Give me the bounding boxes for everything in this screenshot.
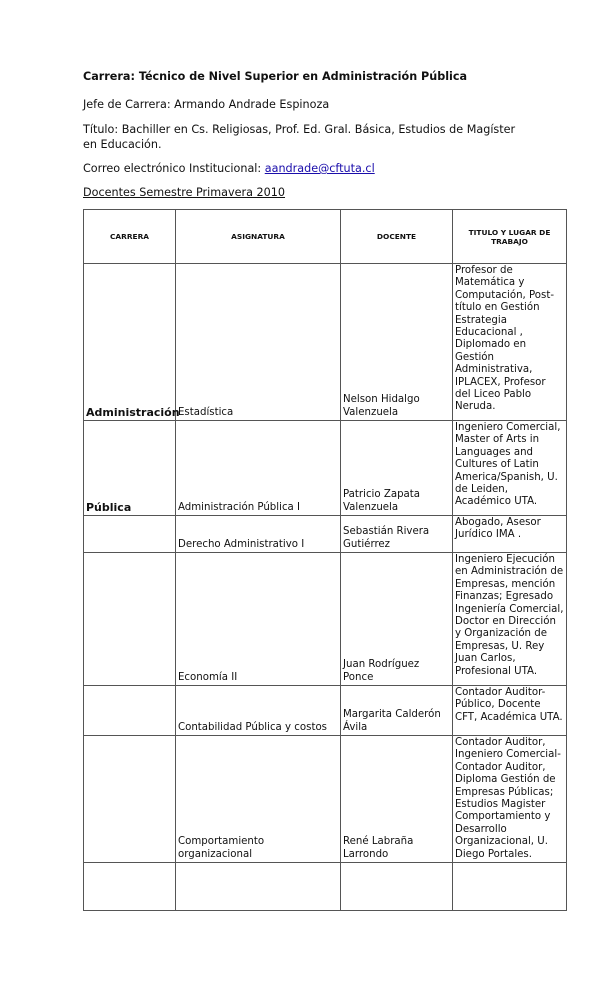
cell-teacher: Patricio Zapata Valenzuela xyxy=(341,421,453,516)
cell-subject: Economía II xyxy=(176,553,341,686)
table-row xyxy=(84,516,567,553)
cell-title: Ingeniero Comercial, Master of Arts in Languages and Cultures of Latin America/Spanish, U. de Leiden, Académico UTA. xyxy=(453,421,567,516)
cell-teacher: Margarita Calderón Ávila xyxy=(341,686,453,736)
cell-subject: Administración Pública I xyxy=(176,421,341,516)
cell-career xyxy=(84,553,176,686)
table-row xyxy=(84,553,567,686)
email-line xyxy=(83,161,375,176)
table-row xyxy=(84,264,567,421)
teachers-heading: Docentes Semestre Primavera 2010 xyxy=(83,186,286,199)
cell-career xyxy=(84,863,176,911)
cell-title: Ingeniero Ejecución en Administración de Empresas, mención Finanzas; Egresado Ingeniería Comercial, Doctor en Dirección y Organización de Empresas, U. Rey Juan Carlos, Profesional UTA. xyxy=(453,553,567,686)
cell-title: Contador Auditor, Ingeniero Comercial-Contador Auditor, Diploma Gestión de Empresas Públicas; Estudios Magister Comportamiento y Desarrollo Organizacional, U. Diego Portales. xyxy=(453,736,567,863)
cell-career xyxy=(84,686,176,736)
cell-subject: Estadística xyxy=(176,264,341,421)
email-link[interactable]: aandrade@cftuta.cl xyxy=(264,162,375,175)
table-row xyxy=(84,736,567,863)
cell-subject: Comportamiento organizacional xyxy=(176,736,341,863)
cell-title: Profesor de Matemática y Computación, Post-título en Gestión Estrategia Educacional , Diplomado en Gestión Administrativa, IPLACEX, Profesor del Liceo Pablo Neruda. xyxy=(453,264,567,421)
career-heading: Carrera: Técnico de Nivel Superior en Administración Pública xyxy=(83,70,468,83)
career-head: Jefe de Carrera: Armando Andrade Espinoza xyxy=(83,98,330,111)
cell-title: Abogado, Asesor Jurídico IMA . xyxy=(453,516,567,553)
column-header-title: TITULO Y LUGAR DE TRABAJO xyxy=(453,210,567,264)
cell-teacher xyxy=(341,863,453,911)
cell-teacher: René Labraña Larrondo xyxy=(341,736,453,863)
cell-teacher: Sebastián Rivera Gutiérrez xyxy=(341,516,453,553)
head-title-line-2: en Educación. xyxy=(83,138,162,151)
cell-subject: Contabilidad Pública y costos xyxy=(176,686,341,736)
cell-teacher: Juan Rodríguez Ponce xyxy=(341,553,453,686)
cell-title xyxy=(453,863,567,911)
email-label: Correo electrónico Institucional: xyxy=(83,162,265,175)
table-row xyxy=(84,686,567,736)
cell-subject: Derecho Administrativo I xyxy=(176,516,341,553)
head-title-line-1: Título: Bachiller en Cs. Religiosas, Prof. Ed. Gral. Básica, Estudios de Magíster xyxy=(83,123,516,136)
cell-teacher: Nelson Hidalgo Valenzuela xyxy=(341,264,453,421)
cell-subject xyxy=(176,863,341,911)
cell-career: Pública xyxy=(84,421,176,516)
cell-career xyxy=(84,516,176,553)
cell-career xyxy=(84,736,176,863)
column-header-subject: ASIGNATURA xyxy=(176,210,341,264)
cell-career: Administración xyxy=(84,264,176,421)
cell-title: Contador Auditor-Público, Docente CFT, Académica UTA. xyxy=(453,686,567,736)
table-row xyxy=(84,863,567,911)
teachers-table xyxy=(83,209,567,911)
table-row xyxy=(84,421,567,516)
column-header-career: CARRERA xyxy=(84,210,176,264)
column-header-teacher: DOCENTE xyxy=(341,210,453,264)
table-header-row xyxy=(84,210,567,264)
